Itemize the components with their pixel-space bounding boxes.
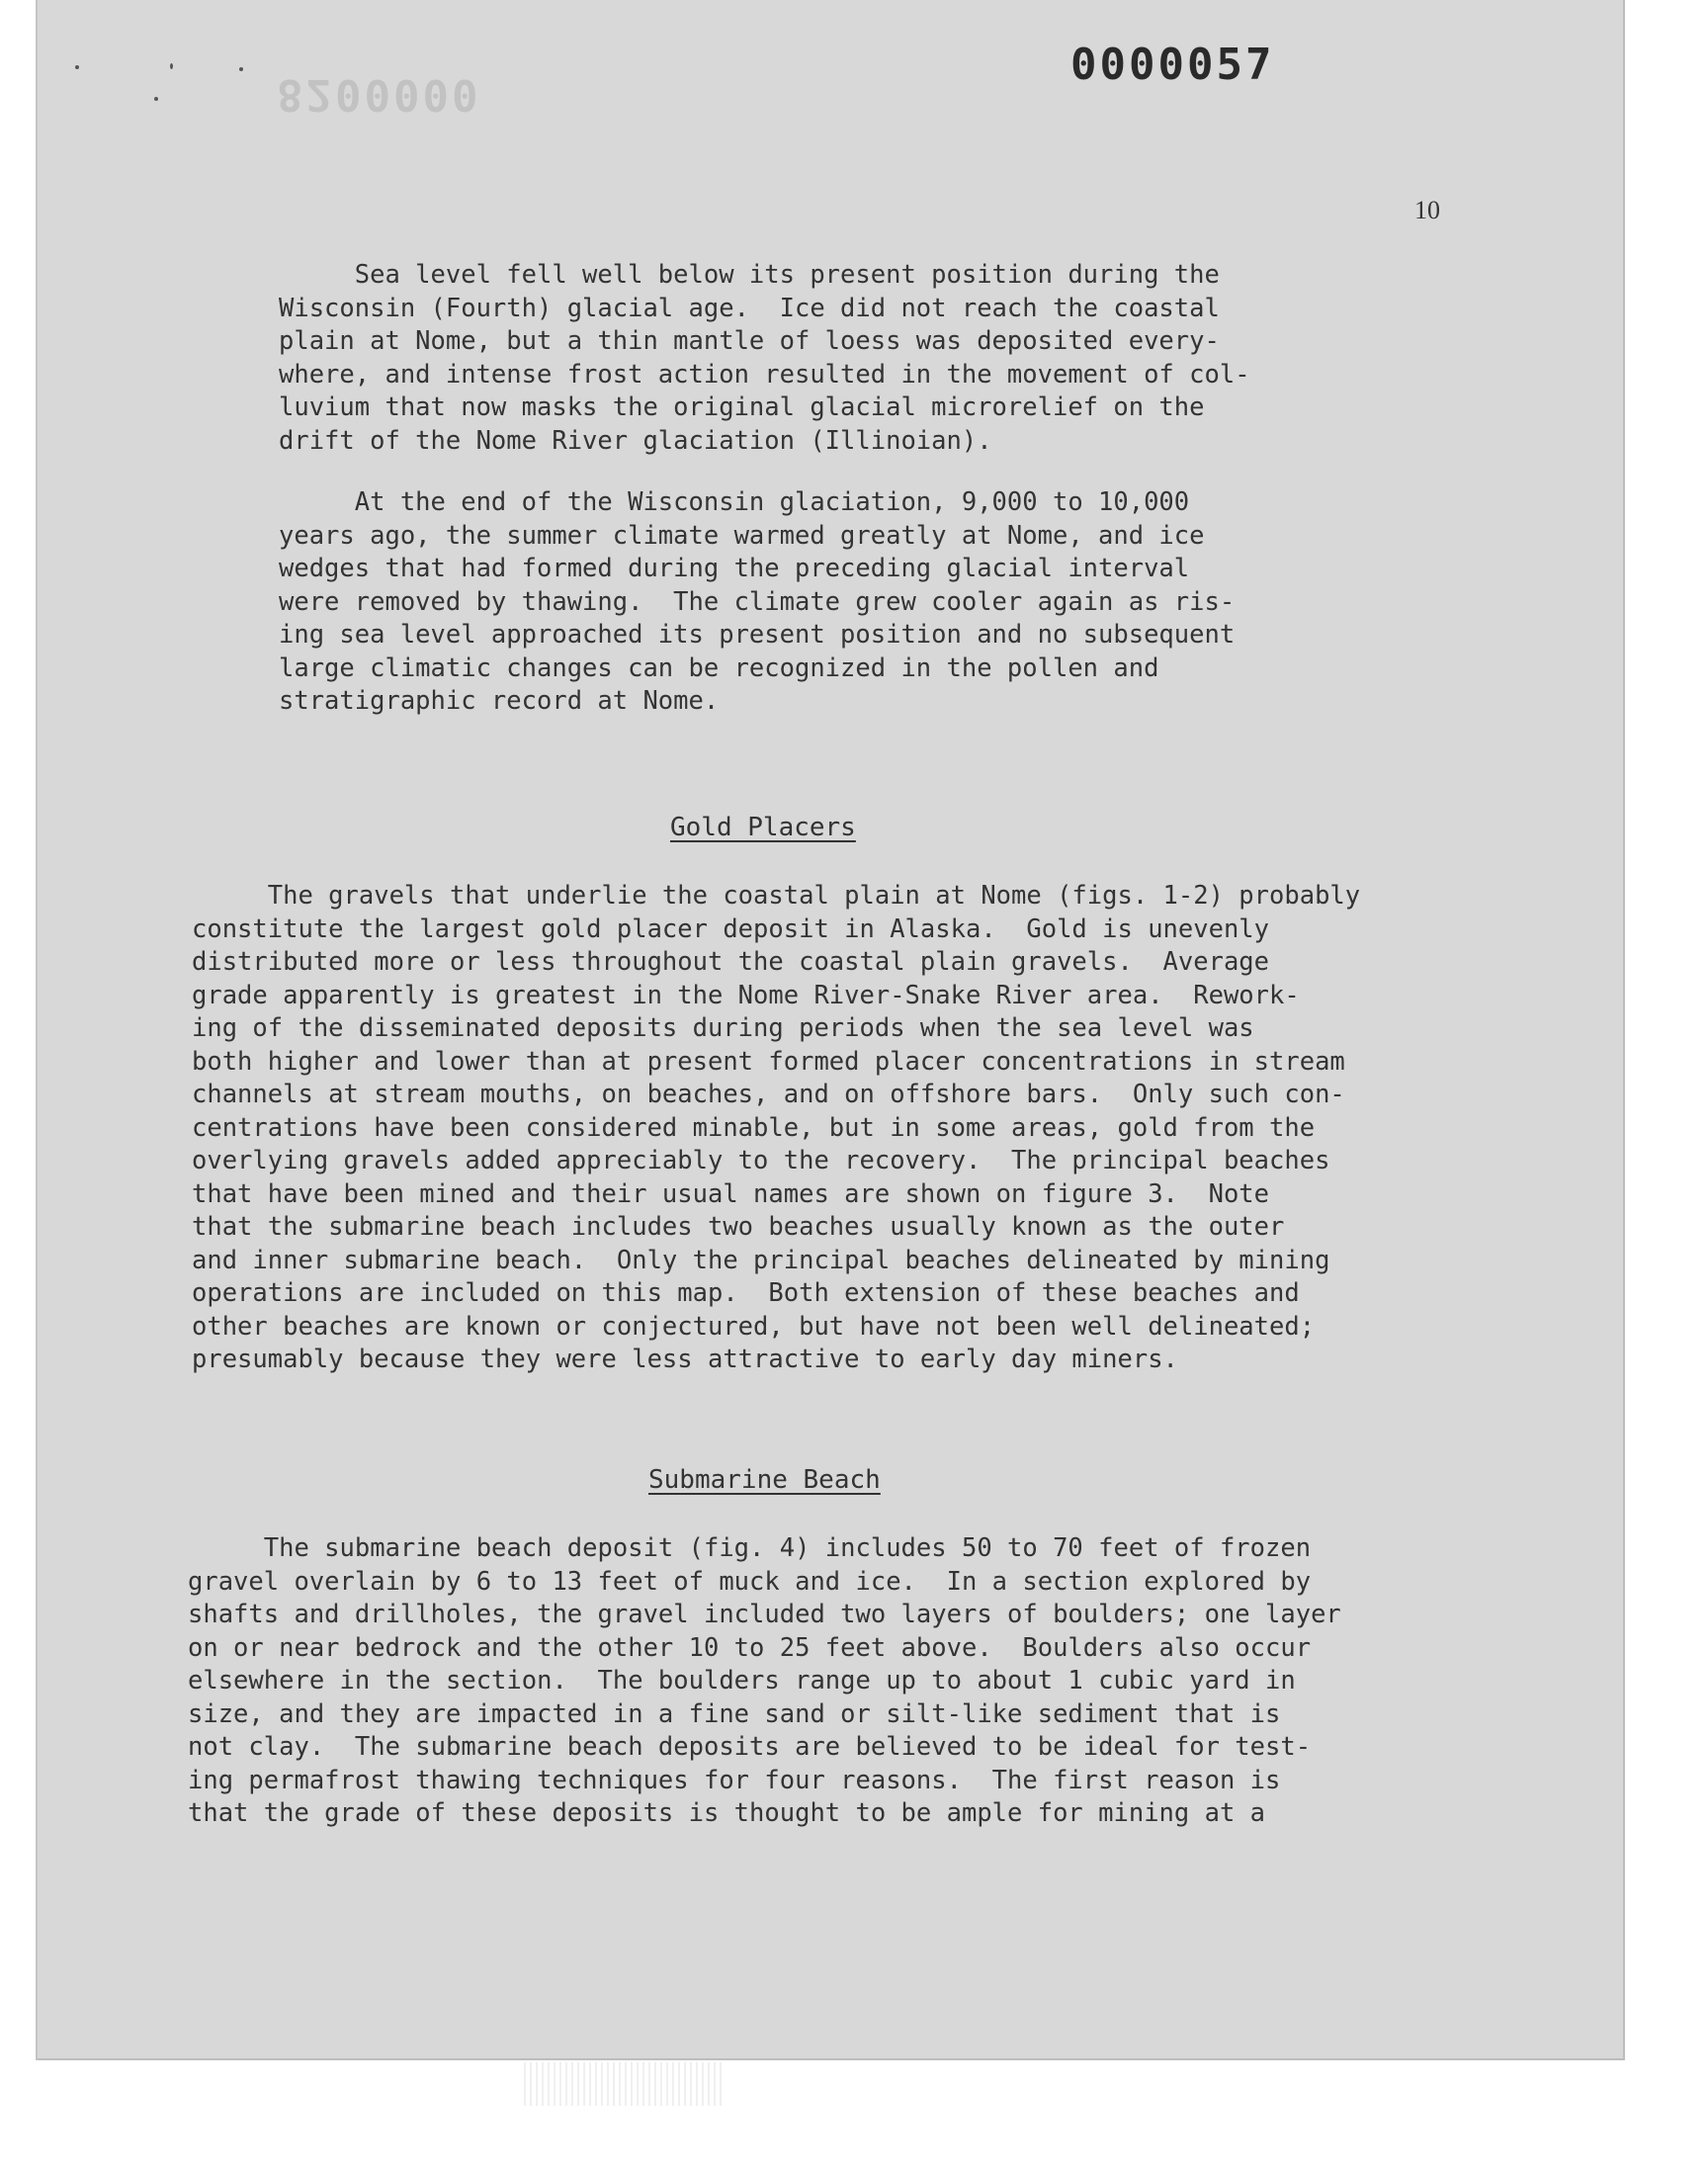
text-line: luvium that now masks the original glacial microrelief on the bbox=[279, 392, 1205, 422]
text-line: years ago, the summer climate warmed greatly at Nome, and ice bbox=[279, 520, 1205, 551]
section-heading-gold-placers: Gold Placers bbox=[670, 813, 856, 842]
text-line: The gravels that underlie the coastal plain at Nome (figs. 1-2) probably bbox=[192, 881, 1361, 911]
text-line: other beaches are known or conjectured, but have not been well delineated; bbox=[192, 1311, 1316, 1342]
text-line: constitute the largest gold placer deposit in Alaska. Gold is unevenly bbox=[192, 914, 1270, 944]
paragraph-submarine-beach bbox=[188, 1532, 1341, 1831]
text-line: At the end of the Wisconsin glaciation, 9,000 to 10,000 bbox=[279, 487, 1190, 517]
text-line: both higher and lower than at present formed placer concentrations in stream bbox=[192, 1046, 1345, 1077]
text-line: stratigraphic record at Nome. bbox=[279, 686, 720, 716]
speck-mark bbox=[239, 67, 243, 71]
paragraph-sea-level bbox=[279, 259, 1250, 458]
text-line: centrations have been considered minable, but in some areas, gold from the bbox=[192, 1112, 1316, 1143]
section-heading-submarine-beach: Submarine Beach bbox=[648, 1465, 881, 1495]
text-line: size, and they are impacted in a fine sand or silt-like sediment that is bbox=[188, 1698, 1281, 1729]
text-line: ing permafrost thawing techniques for four reasons. The first reason is bbox=[188, 1765, 1281, 1795]
scan-bleed-strip bbox=[524, 2062, 722, 2106]
text-line: gravel overlain by 6 to 13 feet of muck and ice. In a section explored by bbox=[188, 1566, 1312, 1597]
text-line: where, and intense frost action resulted in the movement of col- bbox=[279, 359, 1250, 390]
text-line: not clay. The submarine beach deposits are believed to be ideal for test- bbox=[188, 1732, 1312, 1762]
text-line: distributed more or less throughout the coastal plain gravels. Average bbox=[192, 947, 1270, 977]
text-line: that the grade of these deposits is thought to be ample for mining at a bbox=[188, 1798, 1266, 1828]
text-line: on or near bedrock and the other 10 to 25 feet above. Boulders also occur bbox=[188, 1632, 1312, 1663]
text-line: that have been mined and their usual names are shown on figure 3. Note bbox=[192, 1178, 1270, 1209]
text-line: that the submarine beach includes two beaches usually known as the outer bbox=[192, 1212, 1285, 1242]
text-line: wedges that had formed during the preceding glacial interval bbox=[279, 554, 1190, 583]
paragraph-wisconsin-glaciation bbox=[279, 486, 1235, 719]
document-page bbox=[36, 0, 1625, 2060]
text-line: operations are included on this map. Both extension of these beaches and bbox=[192, 1278, 1300, 1308]
text-line: elsewhere in the section. The boulders range up to about 1 cubic yard in bbox=[188, 1666, 1296, 1696]
text-line: and inner submarine beach. Only the principal beaches delineated by mining bbox=[192, 1245, 1330, 1275]
text-line: plain at Nome, but a thin mantle of loess was deposited every- bbox=[279, 326, 1220, 356]
speck-mark bbox=[170, 63, 173, 69]
text-line: shafts and drillholes, the gravel included two layers of boulders; one layer bbox=[188, 1600, 1341, 1629]
paragraph-gold-placers bbox=[192, 880, 1360, 1377]
page-number: 10 bbox=[1414, 196, 1440, 224]
text-line: presumably because they were less attractive to early day miners. bbox=[192, 1345, 1178, 1374]
document-number-stamp: 0000057 bbox=[1070, 40, 1275, 90]
text-line: were removed by thawing. The climate grew cooler again as ris- bbox=[279, 586, 1236, 617]
speck-mark bbox=[75, 65, 79, 69]
text-line: The submarine beach deposit (fig. 4) includes 50 to 70 feet of frozen bbox=[188, 1533, 1312, 1563]
text-line: ing of the disseminated deposits during periods when the sea level was bbox=[192, 1013, 1254, 1043]
text-line: large climatic changes can be recognized in the pollen and bbox=[279, 652, 1159, 683]
text-line: grade apparently is greatest in the Nome River-Snake River area. Rework- bbox=[192, 980, 1300, 1010]
text-line: Wisconsin (Fourth) glacial age. Ice did not reach the coastal bbox=[279, 293, 1220, 323]
text-line: drift of the Nome River glaciation (Illinoian). bbox=[279, 425, 992, 456]
text-line: channels at stream mouths, on beaches, and on offshore bars. Only such con- bbox=[192, 1080, 1345, 1109]
text-line: ing sea level approached its present position and no subsequent bbox=[279, 620, 1236, 650]
speck-mark bbox=[154, 97, 158, 101]
bleed-through-stamp: 8200000 bbox=[277, 69, 481, 120]
text-line: Sea level fell well below its present position during the bbox=[279, 260, 1220, 290]
text-line: overlying gravels added appreciably to the recovery. The principal beaches bbox=[192, 1146, 1330, 1175]
